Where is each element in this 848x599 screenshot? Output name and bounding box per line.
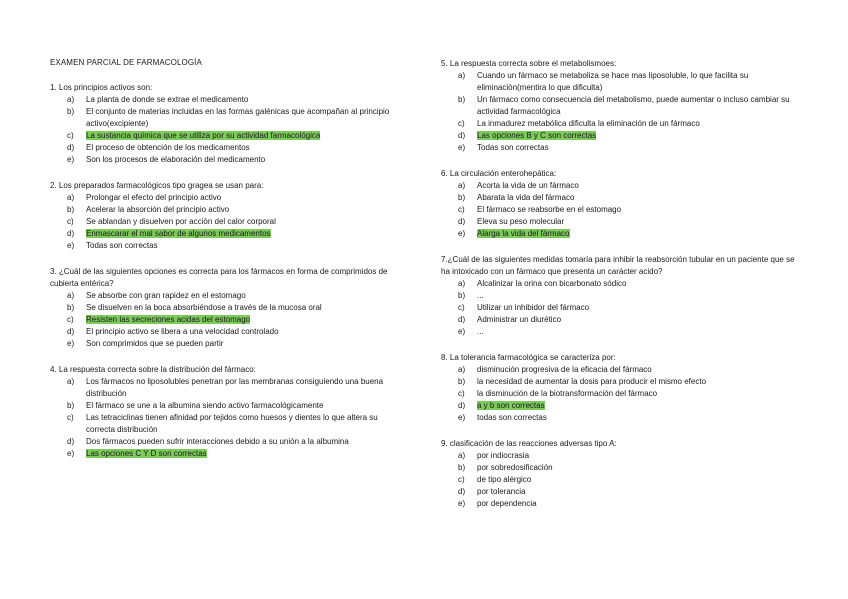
- answer-option: [441, 364, 797, 376]
- option-text-wrap: [477, 462, 797, 474]
- option-text-wrap: [86, 142, 402, 154]
- option-text-wrap: [86, 228, 402, 240]
- option-letter: d): [67, 437, 75, 446]
- option-text: Cuando un fármaco se metaboliza se hace mas liposoluble, lo que facilita su eliminación(mentira lo que dificulta): [477, 71, 749, 92]
- option-text-wrap: [86, 376, 402, 400]
- option-text: por tolerancia: [477, 487, 526, 496]
- question-text: 6. La circulación enterohepática:: [441, 169, 557, 178]
- question-text: 2. Los preparados farmacológicos tipo gragea se usan para:: [50, 181, 264, 190]
- option-text-wrap: [477, 142, 797, 154]
- option-list: [50, 192, 402, 252]
- option-text: Todas son correctas: [86, 241, 158, 250]
- option-text: de tipo alérgico: [477, 475, 532, 484]
- option-letter: a): [458, 279, 466, 288]
- option-letter: a): [458, 71, 466, 80]
- option-letter: d): [67, 327, 75, 336]
- option-text-wrap: [86, 130, 402, 142]
- option-text-wrap: [86, 314, 402, 326]
- option-text-wrap: [86, 154, 402, 166]
- option-letter: e): [67, 449, 75, 458]
- option-text: Todas son correctas: [477, 143, 549, 152]
- question-block: [441, 58, 797, 154]
- right-question-list: [441, 58, 797, 510]
- option-text: La planta de donde se extrae el medicamento: [86, 95, 249, 104]
- option-text-wrap: [477, 326, 797, 338]
- option-text: por indiocrasia: [477, 451, 530, 460]
- option-text-wrap: [477, 204, 797, 216]
- option-text-highlighted: a y b son correctas: [477, 401, 545, 410]
- option-letter: b): [67, 107, 75, 116]
- option-text: Se absorbe con gran rapidez en el estomago: [86, 291, 246, 300]
- option-list: [441, 364, 797, 424]
- option-letter: e): [458, 143, 466, 152]
- answer-option: [441, 474, 797, 486]
- option-letter: a): [67, 193, 75, 202]
- option-text-wrap: [86, 106, 402, 130]
- option-text-wrap: [477, 118, 797, 130]
- exam-title: EXAMEN PARCIAL DE FARMACOLOGÍA: [50, 58, 202, 67]
- option-letter: c): [458, 119, 465, 128]
- option-text: disminución progresiva de la eficacia del fármaco: [477, 365, 652, 374]
- option-text-wrap: [477, 130, 797, 142]
- option-letter: d): [67, 229, 75, 238]
- option-text: ...: [477, 291, 484, 300]
- option-text: todas son correctas: [477, 413, 547, 422]
- question-block: [50, 364, 402, 460]
- answer-option: [50, 142, 402, 154]
- answer-option: [50, 106, 402, 130]
- option-text-wrap: [86, 290, 402, 302]
- option-text: por dependencia: [477, 499, 537, 508]
- option-letter: a): [67, 291, 75, 300]
- option-text: la disminución de la biotransformación del fármaco: [477, 389, 658, 398]
- answer-option: [50, 94, 402, 106]
- option-text-wrap: [86, 400, 402, 412]
- option-letter: d): [67, 143, 75, 152]
- answer-option: [50, 376, 402, 400]
- answer-option: [441, 326, 797, 338]
- option-text-highlighted: Alarga la vida del fármaco: [477, 229, 570, 238]
- option-text-highlighted: La sustancia química que se utiliza por su actividad farmacológica: [86, 131, 321, 140]
- answer-option: [50, 240, 402, 252]
- option-letter: b): [67, 401, 75, 410]
- answer-option: [441, 290, 797, 302]
- answer-option: [441, 278, 797, 290]
- option-text-wrap: [477, 376, 797, 388]
- option-text: El principio activo se libera a una velocidad controlado: [86, 327, 279, 336]
- option-letter: c): [67, 413, 74, 422]
- option-letter: c): [67, 217, 74, 226]
- option-text: por sobredosificación: [477, 463, 553, 472]
- option-letter: b): [458, 193, 466, 202]
- option-text-wrap: [477, 388, 797, 400]
- option-letter: c): [458, 303, 465, 312]
- option-text-wrap: [477, 94, 797, 118]
- option-text-wrap: [477, 412, 797, 424]
- option-list: [441, 70, 797, 154]
- option-text-highlighted: Las opciones B y C son correctas: [477, 131, 597, 140]
- option-text: Son los procesos de elaboración del medicamento: [86, 155, 266, 164]
- answer-option-correct: [441, 228, 797, 240]
- option-letter: d): [458, 217, 466, 226]
- question-block: [441, 352, 797, 424]
- option-text-wrap: [86, 338, 402, 350]
- answer-option-correct: [50, 130, 402, 142]
- option-text: El proceso de obtención de los medicamentos: [86, 143, 250, 152]
- answer-option-correct: [50, 314, 402, 326]
- option-list: [441, 278, 797, 338]
- option-letter: e): [67, 339, 75, 348]
- question-block: [50, 266, 402, 350]
- left-question-list: [50, 82, 402, 460]
- option-text-wrap: [477, 400, 797, 412]
- answer-option: [441, 180, 797, 192]
- option-text-wrap: [477, 192, 797, 204]
- option-text-wrap: [86, 240, 402, 252]
- option-text-wrap: [86, 94, 402, 106]
- question-block: [50, 180, 402, 252]
- option-text: Acelerar la absorción del principio activo: [86, 205, 230, 214]
- answer-option: [441, 388, 797, 400]
- answer-option: [441, 450, 797, 462]
- option-letter: c): [458, 475, 465, 484]
- option-text-wrap: [477, 486, 797, 498]
- option-list: [441, 450, 797, 510]
- answer-option: [441, 118, 797, 130]
- answer-option: [50, 290, 402, 302]
- answer-option: [441, 216, 797, 228]
- option-text-wrap: [477, 180, 797, 192]
- answer-option: [441, 94, 797, 118]
- option-text-wrap: [477, 302, 797, 314]
- answer-option: [50, 400, 402, 412]
- option-text: Se ablandan y disuelven por acción del calor corporal: [86, 217, 276, 226]
- option-letter: a): [458, 365, 466, 374]
- question-block: [441, 438, 797, 510]
- option-text-wrap: [477, 314, 797, 326]
- left-column: [50, 58, 402, 474]
- answer-option-correct: [441, 130, 797, 142]
- option-text: El fármaco se une a la albumina siendo activo farmacológicamente: [86, 401, 324, 410]
- option-letter: b): [458, 291, 466, 300]
- option-text: Un fármaco como consecuencia del metabolismo, puede aumentar o incluso cambiar su actividad farmacológica: [477, 95, 790, 116]
- option-text: Abarata la vida del fármaco: [477, 193, 575, 202]
- option-letter: e): [458, 229, 466, 238]
- answer-option: [50, 204, 402, 216]
- option-text-wrap: [477, 498, 797, 510]
- question-text: 4. La respuesta correcta sobre la distribución del fármaco:: [50, 365, 256, 374]
- answer-option: [441, 70, 797, 94]
- question-text: 1. Los principios activos son:: [50, 83, 153, 92]
- answer-option: [50, 338, 402, 350]
- option-letter: b): [67, 205, 75, 214]
- option-letter: c): [67, 315, 74, 324]
- option-text: El fármaco se reabsorbe en el estomago: [477, 205, 622, 214]
- option-text: Se disuelven en la boca absorbiéndose a través de la mucosa oral: [86, 303, 322, 312]
- answer-option: [50, 192, 402, 204]
- answer-option: [50, 302, 402, 314]
- option-letter: a): [458, 451, 466, 460]
- option-letter: b): [458, 463, 466, 472]
- option-letter: e): [458, 327, 466, 336]
- answer-option: [441, 462, 797, 474]
- option-letter: b): [67, 303, 75, 312]
- option-letter: e): [67, 241, 75, 250]
- option-list: [50, 94, 402, 166]
- answer-option: [441, 204, 797, 216]
- option-text: ...: [477, 327, 484, 336]
- answer-option-correct: [441, 400, 797, 412]
- option-text: Dos fármacos pueden sufrir interacciones debido a su unión a la albumina: [86, 437, 349, 446]
- option-letter: d): [458, 401, 466, 410]
- option-letter: e): [458, 499, 466, 508]
- option-text-wrap: [86, 302, 402, 314]
- option-text-wrap: [86, 448, 402, 460]
- option-text-wrap: [477, 278, 797, 290]
- option-letter: d): [458, 315, 466, 324]
- option-text-wrap: [86, 412, 402, 436]
- answer-option: [441, 302, 797, 314]
- option-text: La inmadurez metabólica dificulta la eliminación de un fármaco: [477, 119, 700, 128]
- option-text: Los fármacos no liposolubles penetran por las membranas consiguiendo una buena distribución: [86, 377, 384, 398]
- answer-option: [441, 376, 797, 388]
- answer-option: [50, 436, 402, 448]
- answer-option: [441, 314, 797, 326]
- option-text: Administrar un diurético: [477, 315, 562, 324]
- question-block: [441, 254, 797, 338]
- option-text-wrap: [86, 326, 402, 338]
- option-text: Las tetraciclinas tienen afinidad por tejidos como huesos y dientes lo que altera su correcta distribución: [86, 413, 378, 434]
- option-text-wrap: [477, 474, 797, 486]
- option-text-wrap: [477, 228, 797, 240]
- question-block: [50, 82, 402, 166]
- option-text-wrap: [477, 216, 797, 228]
- option-letter: a): [458, 181, 466, 190]
- question-block: [441, 168, 797, 240]
- option-text: Alcalinizar la orina con bicarbonato sódico: [477, 279, 627, 288]
- option-list: [441, 180, 797, 240]
- option-text-wrap: [477, 290, 797, 302]
- answer-option: [50, 412, 402, 436]
- option-text-highlighted: Resisten las secreciones acidas del estomago: [86, 315, 251, 324]
- answer-option: [441, 486, 797, 498]
- option-list: [50, 376, 402, 460]
- question-text: 8. La tolerancia farmacológica se caracteriza por:: [441, 353, 616, 362]
- answer-option: [441, 192, 797, 204]
- option-text-wrap: [86, 216, 402, 228]
- option-letter: e): [458, 413, 466, 422]
- option-text-wrap: [477, 70, 797, 94]
- option-letter: d): [458, 131, 466, 140]
- option-text-wrap: [477, 364, 797, 376]
- option-text: Acorta la vida de un fármaco: [477, 181, 579, 190]
- option-text-wrap: [86, 204, 402, 216]
- question-text: 9. clasificación de las reacciones adversas tipo A:: [441, 439, 617, 448]
- option-letter: b): [458, 95, 466, 104]
- option-letter: e): [67, 155, 75, 164]
- question-text: 3. ¿Cuál de las siguientes opciones es correcta para los fármacos en forma de comprimidos de cubierta entérica?: [50, 267, 388, 288]
- answer-option: [50, 326, 402, 338]
- option-text: Son comprimidos que se pueden partir: [86, 339, 224, 348]
- answer-option: [441, 412, 797, 424]
- question-text: 5. La respuesta correcta sobre el metabolismoes:: [441, 59, 617, 68]
- right-column: [441, 58, 797, 524]
- answer-option-correct: [50, 228, 402, 240]
- option-text: El conjunto de materias incluidas en las formas galénicas que acompañan al principio activo(excipiente): [86, 107, 390, 128]
- option-text: Eleva su peso molecular: [477, 217, 565, 226]
- question-text: 7.¿Cuál de las siguientes medidas tomaría para inhibir la reabsorción tubular en un paciente que se ha intoxicado con un fármaco que presenta un carácter acido?: [441, 255, 795, 276]
- option-text-highlighted: Enmascarar el mal sabor de algunos medicamentos: [86, 229, 271, 238]
- answer-option: [50, 154, 402, 166]
- answer-option: [441, 498, 797, 510]
- option-letter: c): [458, 205, 465, 214]
- option-list: [50, 290, 402, 350]
- option-text-wrap: [86, 436, 402, 448]
- option-text-highlighted: Las opciones C Y D son correctas: [86, 449, 207, 458]
- option-letter: a): [67, 377, 75, 386]
- option-text: Utilizar un inhibidor del fármaco: [477, 303, 590, 312]
- answer-option-correct: [50, 448, 402, 460]
- option-letter: a): [67, 95, 75, 104]
- option-letter: d): [458, 487, 466, 496]
- option-letter: b): [458, 377, 466, 386]
- option-text-wrap: [86, 192, 402, 204]
- option-text: Prolongar el efecto del principio activo: [86, 193, 222, 202]
- option-letter: c): [67, 131, 74, 140]
- answer-option: [50, 216, 402, 228]
- option-text: la necesidad de aumentar la dosis para producir el mismo efecto: [477, 377, 707, 386]
- option-letter: c): [458, 389, 465, 398]
- answer-option: [441, 142, 797, 154]
- option-text-wrap: [477, 450, 797, 462]
